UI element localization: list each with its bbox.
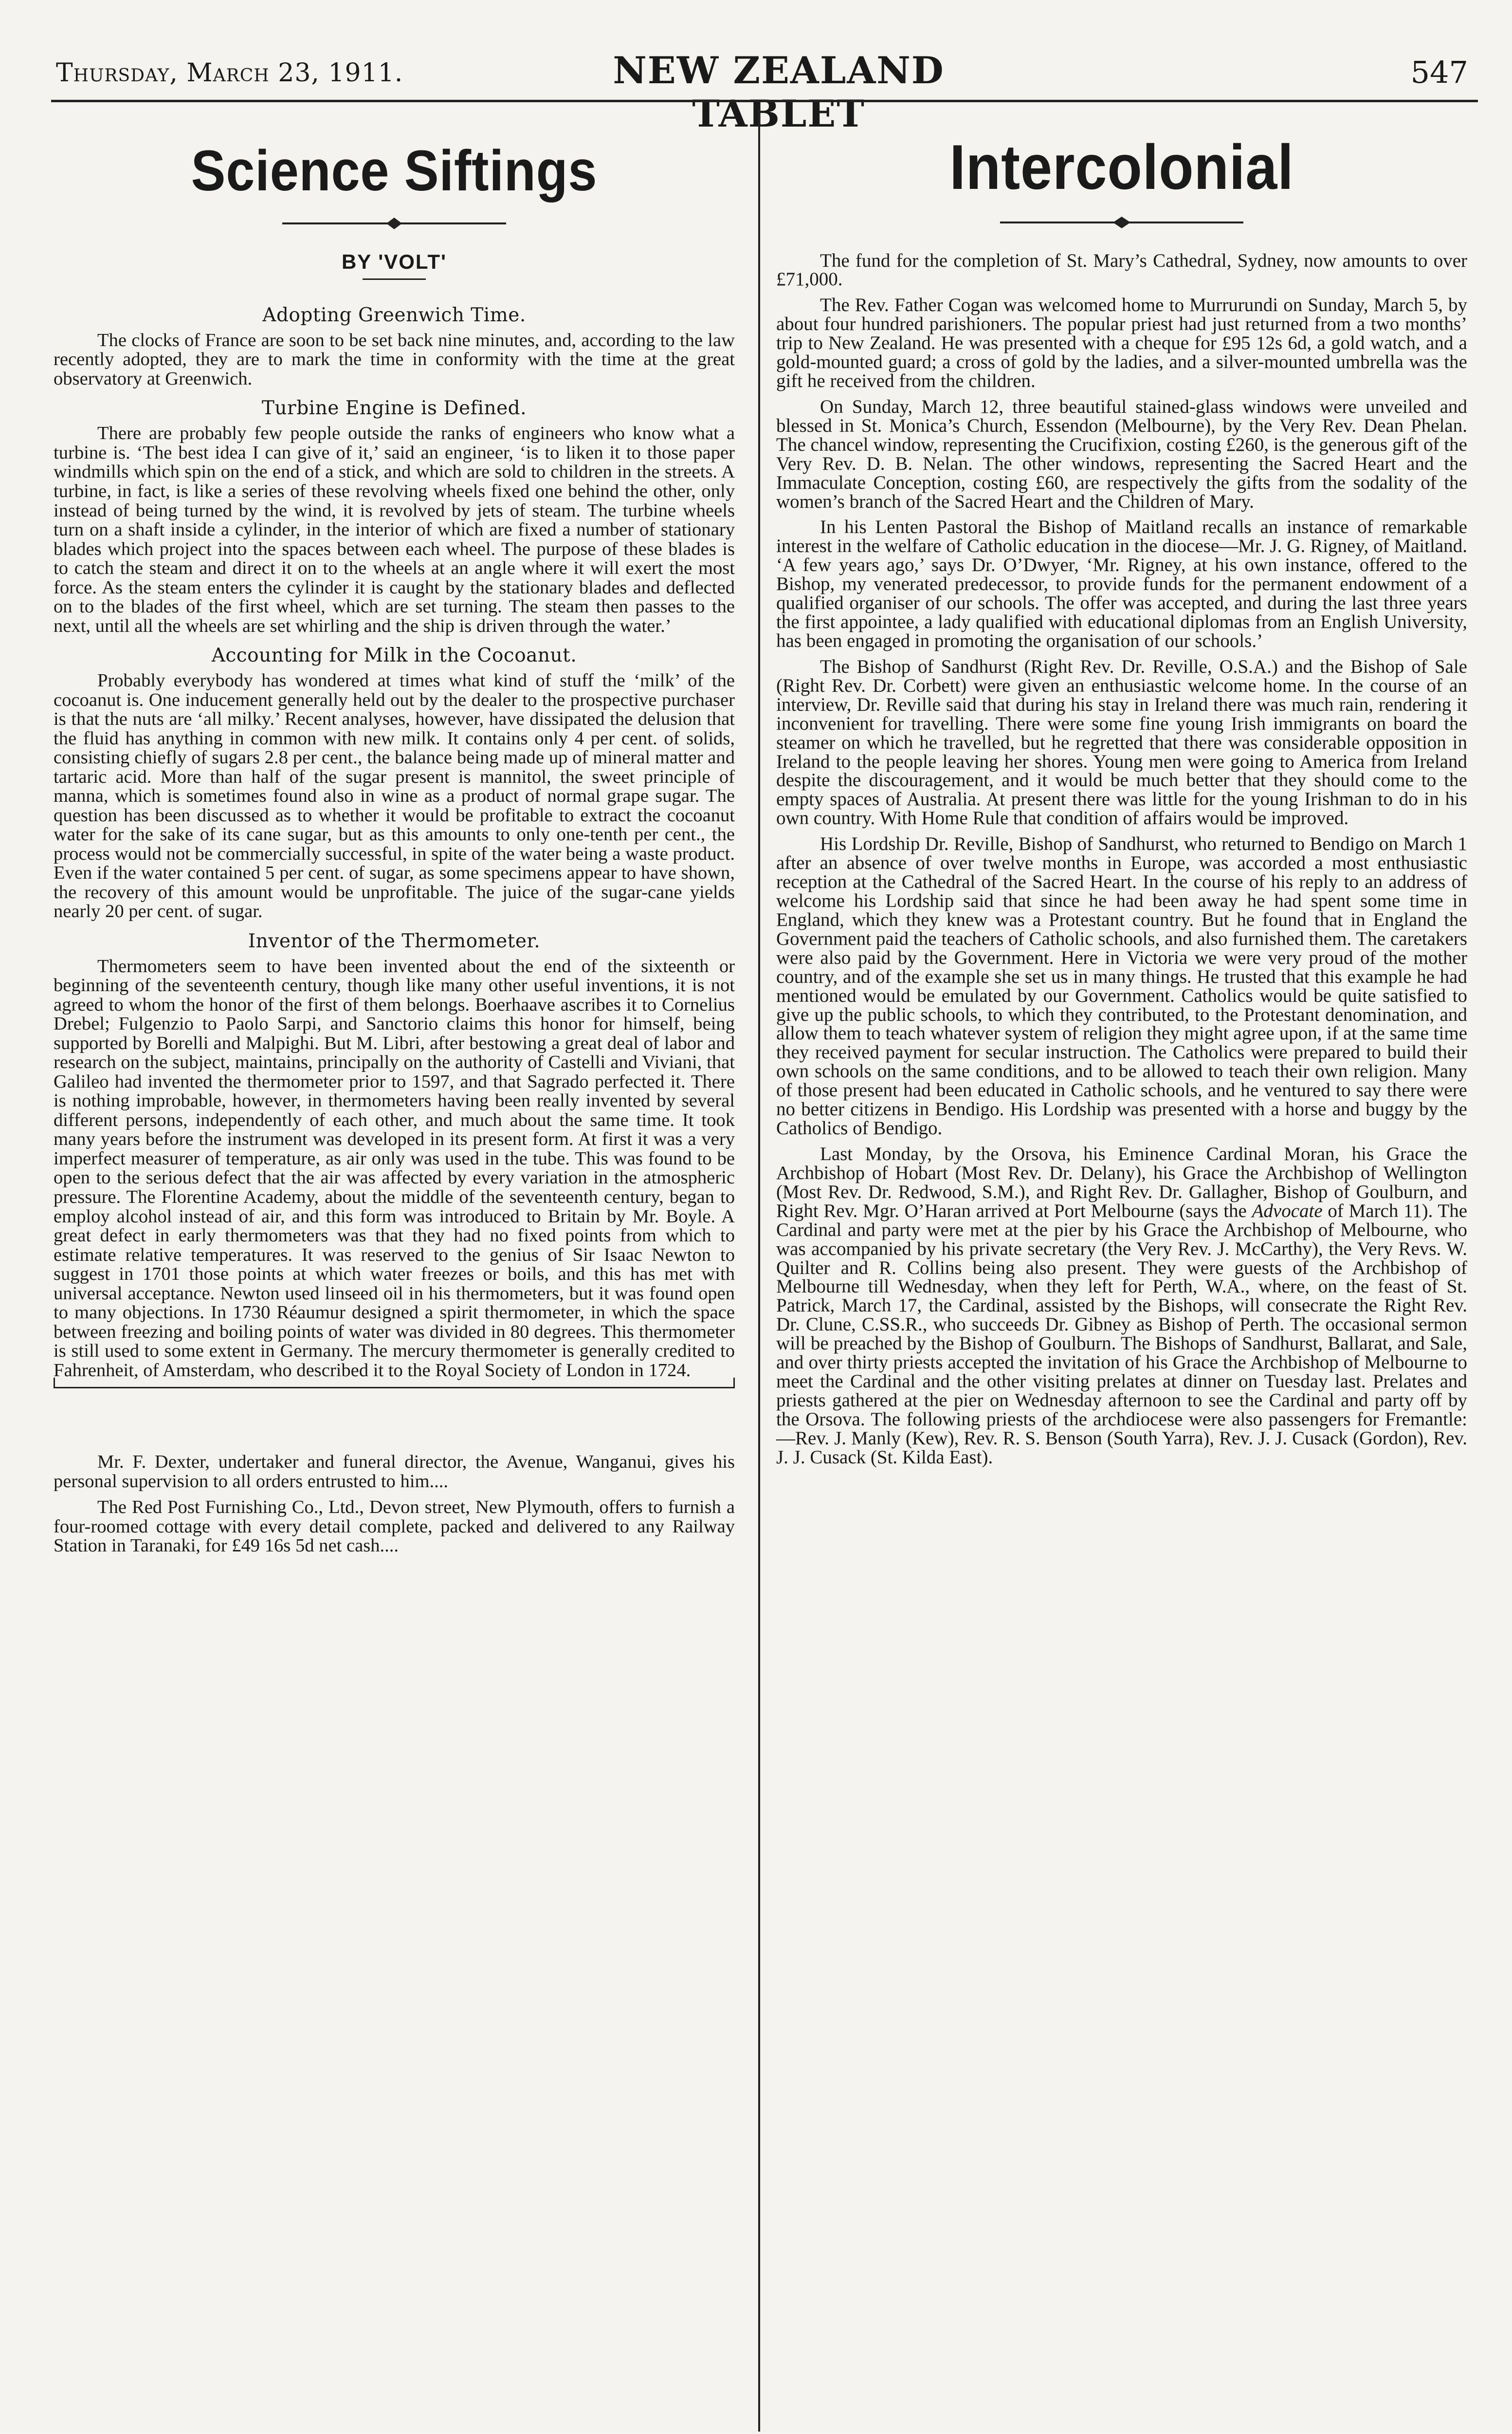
subhead-greenwich: Adopting Greenwich Time. bbox=[262, 304, 526, 326]
subhead-thermometer: Inventor of the Thermometer. bbox=[248, 930, 541, 952]
column-intercolonial bbox=[776, 112, 1467, 1474]
column-divider bbox=[758, 110, 760, 2432]
section-title: Science Siftings bbox=[191, 139, 598, 203]
subhead-turbine: Turbine Engine is Defined. bbox=[261, 397, 527, 420]
paragraph-maitland: In his Lenten Pastoral the Bishop of Maitland recalls an instance of remarkable interest in the welfare of Catholic education in the diocese—Mr. J. G. Rigney, of Maitland. ‘A few years ago,’ says Dr. O’Dwyer, ‘Mr. Rigney, at his own instance, offered to the Bishop, my venerated predecessor, to provide funds for the permanent endowment of a qualified organiser of our schools. The offer was accepted, and during the last three years the first appointee, a lady qualified with educational diplomas from an English University, has been engaged in promoting the organisation of our schools.’ bbox=[776, 516, 1467, 652]
subhead-cocoanut: Accounting for Milk in the Cocoanut. bbox=[211, 645, 577, 667]
advocate-title: Advocate bbox=[1252, 1200, 1323, 1221]
ornament-divider-icon bbox=[1000, 215, 1243, 230]
paragraph-cardinal-moran-part2: of March 11). The Cardinal and party were met at the pier by his Grace the Archbishop of Melbourne, who was accompanied by his private secretary (the Very Rev. J. McCarthy), the Very Revs. W. Quilter and R. Collins being also present. They were guests of the Archbishop of Melbourne till Wednesday, when they left for Perth, W.A., where, on the feast of St. Patrick, March 17, the Cardinal, assisted by the Bishops, will consecrate the Right Rev. Dr. Clune, C.SS.R., who succeeds Dr. Gibney as Bishop of Perth. The occasional sermon will be preached by the Bishop of Goulburn. The Bishops of Sandhurst, Ballarat, and Sale, and over thirty priests accepted the invitation of his Grace the Archbishop of Melbourne to meet the Cardinal and the other visiting prelates at dinner on Tuesday last. Prelates and priests gathered at the pier on Wednesday afternoon to see the Cardinal and party off by the Orsova. The following priests of the archdiocese were also passengers for Fremantle:—Rev. J. Manly (Kew), Rev. R. S. Benson (South Yarra), Rev. J. J. Cusack (Gordon), Rev. J. J. Cusack (St. Kilda East). bbox=[776, 1200, 1467, 1468]
header-date: Thursday, March 23, 1911. bbox=[56, 58, 403, 88]
paragraph-st-marys: The fund for the completion of St. Mary’s Cathedral, Sydney, now amounts to over £71,000. bbox=[776, 250, 1467, 290]
paragraph-father-cogan: The Rev. Father Cogan was welcomed home to Murrurundi on Sunday, March 5, by about four hundred parishioners. The popular priest had just returned from a two months’ trip to New Zealand. He was presented with a cheque for £95 12s 6d, a gold watch, and a gold-mounted guard; a cross of gold by the ladies, and a silver-mounted umbrella was the gift he received from the children. bbox=[776, 295, 1467, 392]
header-rule bbox=[51, 100, 1478, 102]
paragraph-cardinal-moran bbox=[776, 1145, 1467, 1467]
paragraph-turbine: There are probably few people outside the ranks of engineers who know what a turbine is. ‘The best idea I can give of it,’ said an engineer, ‘is to liken it to those paper windmills which spin on the end of a stick, and which are sold to children in the streets. A turbine, in fact, is like a series of these revolving wheels fixed one behind the other, only instead of being turned by the wind, it is revolved by jets of steam. The turbine wheels turn on a shaft inside a cylinder, in the interior of which are fixed a number of stationary blades which project into the spaces between each wheel. The purpose of these blades is to catch the steam and direct it on to the wheels at an angle where it will exert the most force. As the steam enters the cylinder it is caught by the stationary blades and deflected on to the blades of the first wheel, which are set turning. The steam then passes to the next, until all the wheels are set whirling and the ship is driven through the water.’ bbox=[54, 423, 735, 636]
notice-dexter: Mr. F. Dexter, undertaker and funeral director, the Avenue, Wanganui, gives his personal supervision to all orders entrusted to him.... bbox=[54, 1452, 735, 1492]
header-page-number: 547 bbox=[1410, 55, 1468, 90]
paragraph-stained-glass: On Sunday, March 12, three beautiful stained-glass windows were unveiled and blessed in St. Monica’s Church, Essendon (Melbourne), by the Very Rev. Dean Phelan. The chancel window, representing the Crucifixion, costing £260, is the generous gift of the Very Rev. D. B. Nelan. The other windows, representing the Sacred Heart and the Immaculate Conception, costing £60, are respectively the gifts from the sodality of the women’s branch of the Sacred Heart and the Children of Mary. bbox=[776, 396, 1467, 512]
article-end-rule bbox=[54, 1387, 735, 1399]
section-title-intercolonial: Intercolonial bbox=[949, 131, 1294, 203]
paragraph-cocoanut: Probably everybody has wondered at times what kind of stuff the ‘milk’ of the cocoanut is. One inducement generally held out by the dealer to the prospective purchaser is that the nuts are ‘all milky.’ Recent analyses, however, have dissipated the delusion that the fluid has anything in common with new milk. It contains only 4 per cent. of solids, consisting chiefly of sugars 2.8 per cent., the balance being made up of mineral matter and tartaric acid. More than half of the sugar present is mannitol, the sweet principle of manna, which is sometimes found also in wine as a product of normal grape sugar. The question has been discussed as to whether it would be profitable to extract the cocoanut water for the sake of its cane sugar, but as this amounts to only one-tenth per cent., the process would not be commercially successful, in spite of the water being a waste product. Even if the water contained 5 per cent. of sugar, as some specimens appear to have shown, the recovery of this amount would be unprofitable. The juice of the sugar-cane yields nearly 20 per cent. of sugar. bbox=[54, 670, 735, 922]
column-science-siftings bbox=[54, 112, 735, 1563]
paragraph-greenwich: The clocks of France are soon to be set back nine minutes, and, according to the law recently adopted, they are to mark the time in conformity with the time at the great observatory at Greenwich. bbox=[54, 330, 735, 389]
notice-red-post: The Red Post Furnishing Co., Ltd., Devon street, New Plymouth, offers to furnish a four-roomed cottage with every detail complete, packed and delivered to any Railway Station in Taranaki, for £49 16s 5d net cash.... bbox=[54, 1497, 735, 1556]
paragraph-cardinal-moran-part1: Last Monday, by the Orsova, his Eminence Cardinal Moran, his Grace the Archbishop of Hobart (Most Rev. Dr. Delany), his Grace the Archbishop of Wellington (Most Rev. Dr. Redwood, S.M.), and Right Rev. Dr. Gallagher, Bishop of Goulburn, and Right Rev. Mgr. O’Haran arrived at Port Melbourne (says the bbox=[776, 1143, 1467, 1221]
paragraph-bishop-sandhurst: The Bishop of Sandhurst (Right Rev. Dr. Reville, O.S.A.) and the Bishop of Sale (Right Rev. Dr. Corbett) were given an enthusiastic welcome home. In the course of an interview, Dr. Reville said that during his stay in Ireland there was much rain, rendering it inconvenient for travelling. There were some fine young Irish immigrants on board the steamer on which he travelled, but he regretted that there was considerable opposition in Ireland to the people leaving her shores. Young men were going to America from Ireland despite the discouragement, and it would be much better that they should come to the empty spaces of Australia. At present there was little for the young Irishman to do in his own country. With Home Rule that condition of affairs would be improved. bbox=[776, 656, 1467, 829]
byline-rule bbox=[363, 278, 426, 280]
paragraph-reville-bendigo: His Lordship Dr. Reville, Bishop of Sandhurst, who returned to Bendigo on March 1 after an absence of over twelve months in Europe, was accorded a most enthusiastic reception at the Cathedral of the Sacred Heart. In the course of his reply to an address of welcome his Lordship said that since he had been away he had spent some time in England, which they knew was a Protestant country. But he found that in England the Government paid the teachers of Catholic schools, and also furnished them. The caretakers were also paid by the Government. Here in Victoria we were very proud of the mother country, and of the example she set us in many things. He trusted that this example he had mentioned would be emulated by our Government. Catholics would be quite satisfied to give up the public schools, to which they contributed, to the Protestant denomination, and allow them to teach whatever system of religion they might agree upon, if at the same time they received payment for secular instruction. The Catholics were prepared to build their own schools on the same conditions, and to be allowed to teach their own religion. Many of those present had been educated in Catholic schools, and he ventured to say there were no better citizens in Bendigo. His Lordship was presented with a horse and buggy by the Catholics of Bendigo. bbox=[776, 833, 1467, 1139]
byline: BY 'VOLT' bbox=[341, 250, 447, 273]
ornament-divider-icon bbox=[282, 216, 506, 231]
header-masthead: NEW ZEALAND TABLET bbox=[613, 49, 945, 135]
paragraph-thermometer: Thermometers seem to have been invented about the end of the sixteenth or beginning of the seventeenth century, though like many other useful inventions, it is not agreed to whom the honor of the first of them belongs. Boerhaave ascribes it to Cornelius Drebel; Fulgenzio to Paolo Sarpi, and Sanctorio claims this honor for himself, being supported by Borelli and Malpighi. But M. Libri, after bestowing a great deal of labor and research on the subject, maintains, principally on the authority of Castelli and Viviani, that Galileo had invented the thermometer prior to 1597, and that Sagrado perfected it. There is nothing improbable, however, in thermometers having been really invented by several different persons, independently of each other, and much about the same time. It took many years before the instrument was developed in its present form. At first it was a very imperfect measurer of temperature, as air only was used in the tube. This was found to be open to the serious defect that the air was affected by every variation in the atmospheric pressure. The Florentine Academy, about the middle of the seventeenth century, began to employ alcohol instead of air, and this form was introduced to Britain by Mr. Boyle. A great defect in early thermometers was that they had no fixed points from which to estimate relative temperatures. It was reserved to the genius of Sir Isaac Newton to suggest in 1701 those points at which water freezes or boils, and this has met with universal acceptance. Newton used linseed oil in his thermometers, but it was found open to many objections. In 1730 Réaumur designed a spirit thermometer, in which the space between freezing and boiling points of water was divided in 80 degrees. This thermometer is still used to some extent in Germany. The mercury thermometer is generally credited to Fahrenheit, of Amsterdam, who described it to the Royal Society of London in 1724. bbox=[54, 956, 735, 1381]
